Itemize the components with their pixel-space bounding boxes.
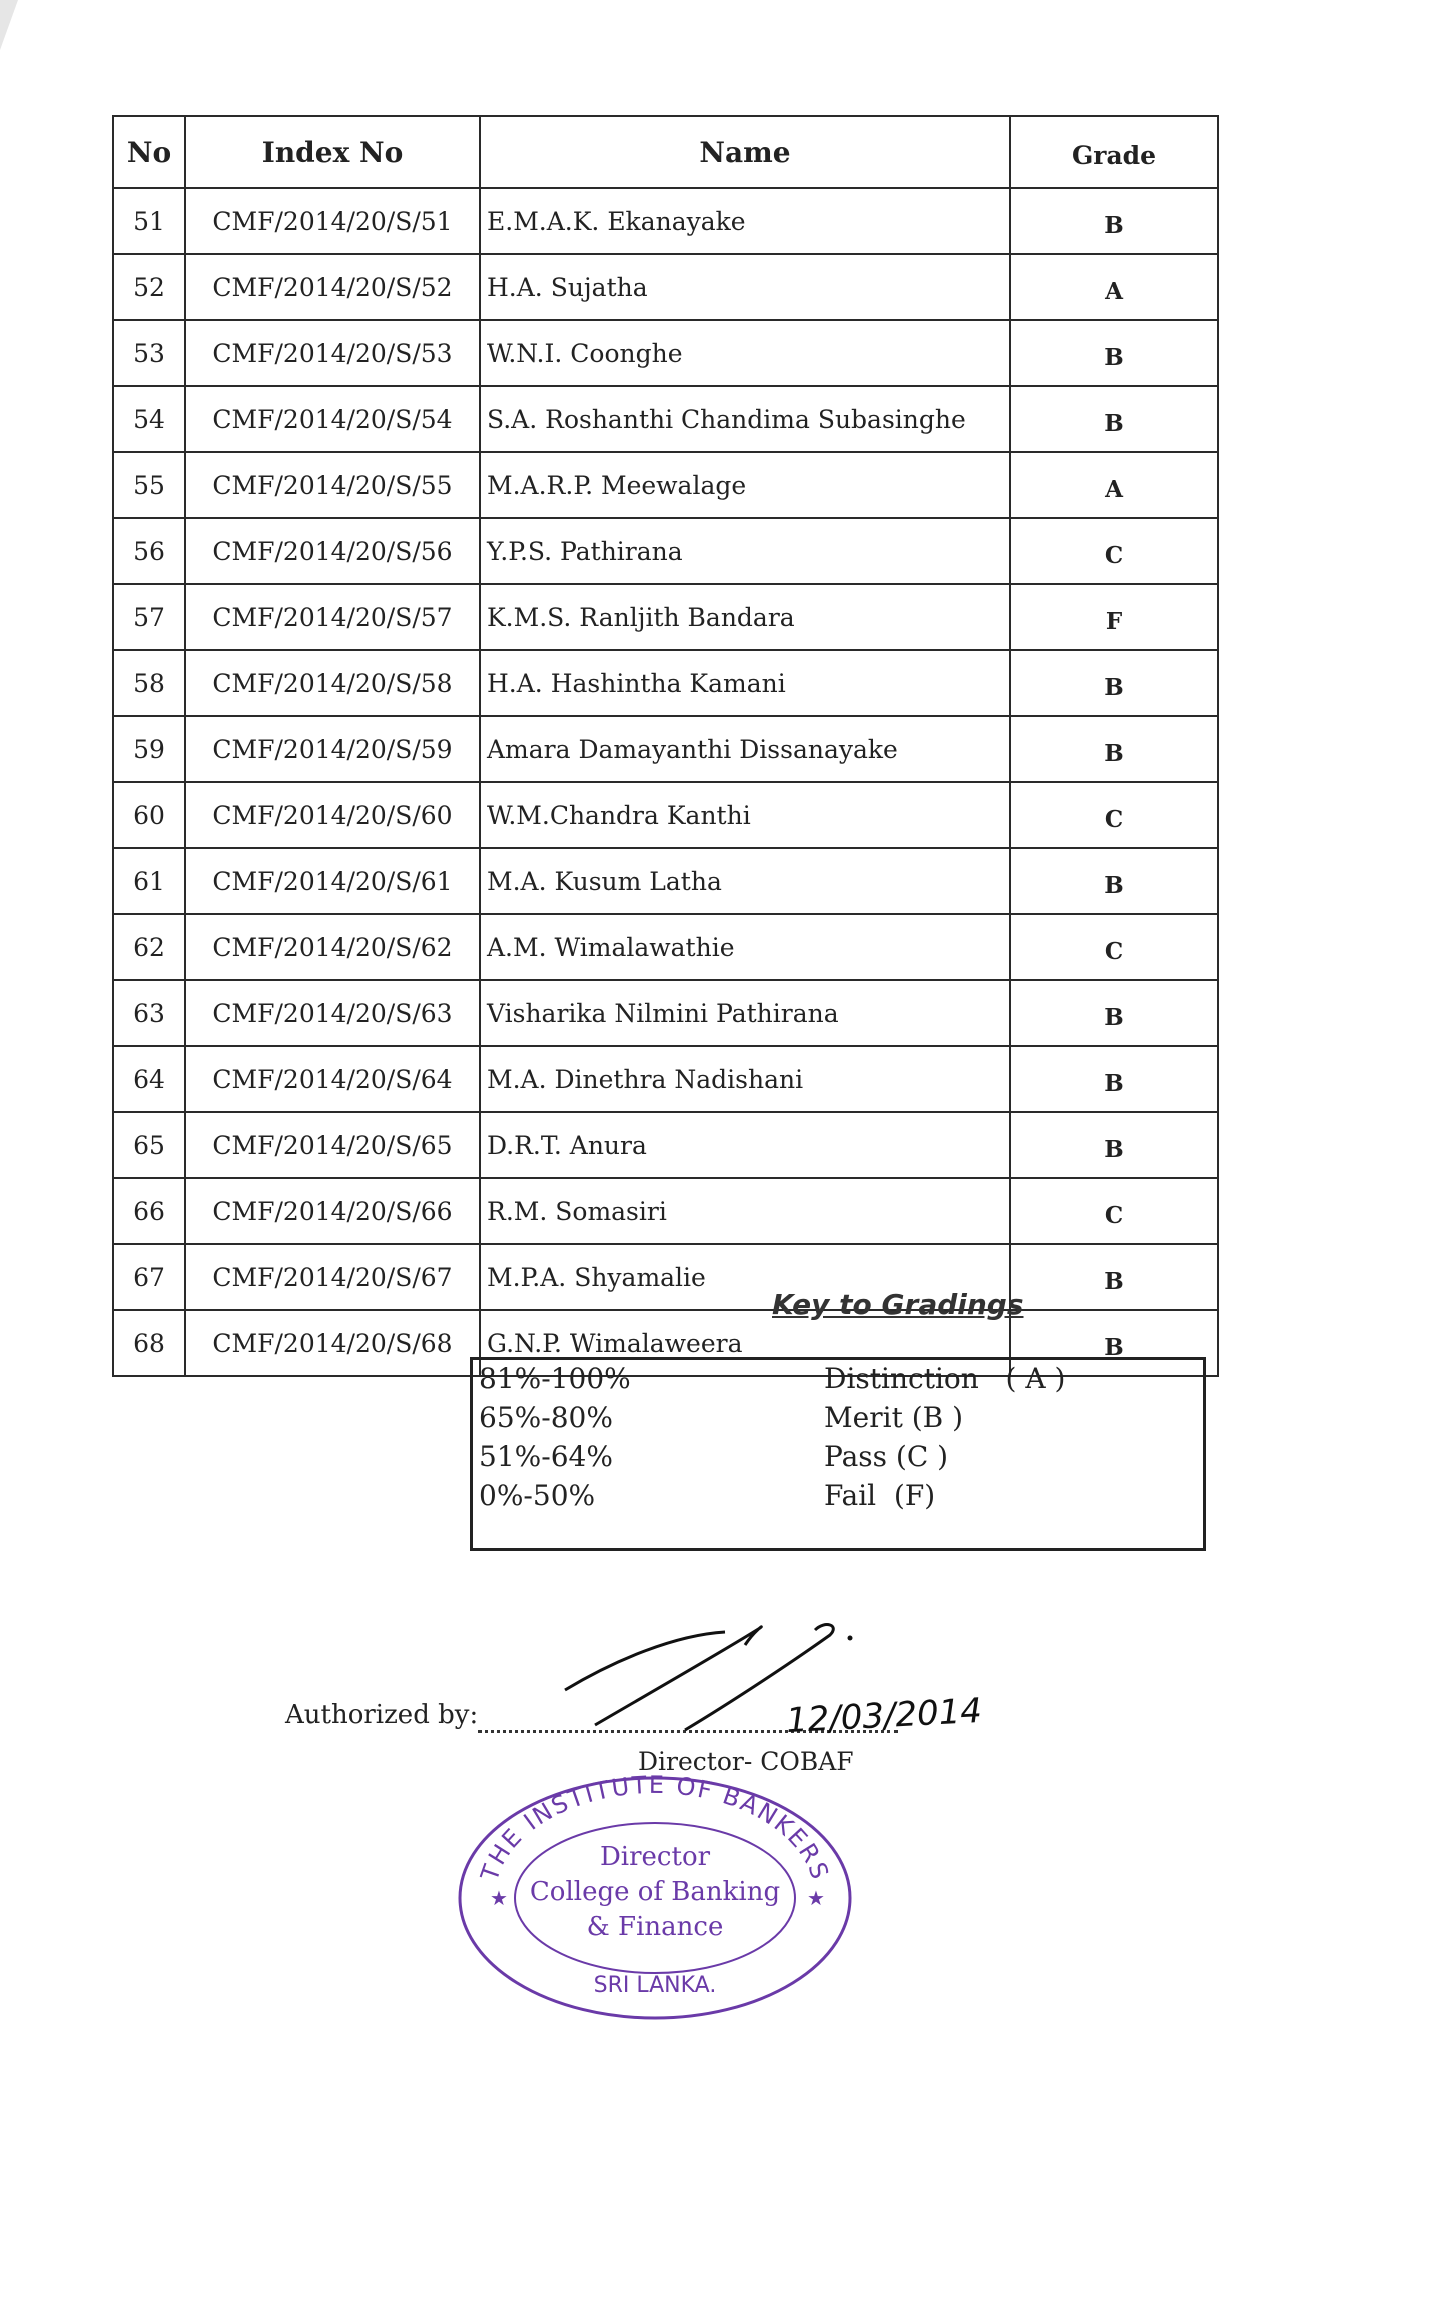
cell-grade: B bbox=[1010, 1112, 1218, 1178]
header-grade: Grade bbox=[1010, 116, 1218, 188]
stamp-line-2: College of Banking bbox=[529, 1877, 781, 1907]
table-row bbox=[113, 914, 1218, 980]
key-label: Pass (C ) bbox=[824, 1440, 949, 1473]
cell-name: S.A. Roshanthi Chandima Subasinghe bbox=[480, 386, 1010, 452]
cell-grade: A bbox=[1010, 452, 1218, 518]
cell-index-no: CMF/2014/20/S/65 bbox=[185, 1112, 480, 1178]
key-row bbox=[479, 1401, 1199, 1439]
cell-grade: A bbox=[1010, 254, 1218, 320]
cell-grade: B bbox=[1010, 980, 1218, 1046]
table-row bbox=[113, 716, 1218, 782]
cell-name: E.M.A.K. Ekanayake bbox=[480, 188, 1010, 254]
cell-grade: C bbox=[1010, 782, 1218, 848]
cell-grade: B bbox=[1010, 650, 1218, 716]
cell-index-no: CMF/2014/20/S/66 bbox=[185, 1178, 480, 1244]
cell-index-no: CMF/2014/20/S/52 bbox=[185, 254, 480, 320]
cell-no: 57 bbox=[113, 584, 185, 650]
cell-name: M.P.A. Shyamalie bbox=[480, 1244, 1010, 1310]
cell-grade: B bbox=[1010, 1244, 1218, 1310]
stamp-star-left-icon: ★ bbox=[490, 1886, 508, 1910]
key-label: Distinction ( A ) bbox=[824, 1362, 1066, 1395]
cell-no: 54 bbox=[113, 386, 185, 452]
table-row bbox=[113, 650, 1218, 716]
stamp-line-3: & Finance bbox=[586, 1912, 724, 1942]
cell-grade: B bbox=[1010, 716, 1218, 782]
cell-no: 66 bbox=[113, 1178, 185, 1244]
cell-index-no: CMF/2014/20/S/63 bbox=[185, 980, 480, 1046]
cell-name: W.M.Chandra Kanthi bbox=[480, 782, 1010, 848]
cell-no: 63 bbox=[113, 980, 185, 1046]
cell-index-no: CMF/2014/20/S/53 bbox=[185, 320, 480, 386]
cell-name: Amara Damayanthi Dissanayake bbox=[480, 716, 1010, 782]
cell-grade: B bbox=[1010, 1310, 1218, 1376]
cell-index-no: CMF/2014/20/S/68 bbox=[185, 1310, 480, 1376]
cell-grade: B bbox=[1010, 1046, 1218, 1112]
cell-no: 64 bbox=[113, 1046, 185, 1112]
cell-name: G.N.P. Wimalaweera bbox=[480, 1310, 1010, 1376]
cell-grade: B bbox=[1010, 320, 1218, 386]
table-row bbox=[113, 188, 1218, 254]
key-row bbox=[479, 1479, 1199, 1517]
cell-index-no: CMF/2014/20/S/57 bbox=[185, 584, 480, 650]
table-header-row bbox=[113, 116, 1218, 188]
table-row bbox=[113, 1178, 1218, 1244]
table-row bbox=[113, 386, 1218, 452]
cell-name: Y.P.S. Pathirana bbox=[480, 518, 1010, 584]
cell-index-no: CMF/2014/20/S/64 bbox=[185, 1046, 480, 1112]
cell-no: 51 bbox=[113, 188, 185, 254]
table-row bbox=[113, 584, 1218, 650]
cell-no: 61 bbox=[113, 848, 185, 914]
cell-grade: C bbox=[1010, 914, 1218, 980]
cell-index-no: CMF/2014/20/S/67 bbox=[185, 1244, 480, 1310]
stamp-text-top: THE INSTITUTE OF BANKERS bbox=[475, 1770, 835, 1885]
cell-name: Visharika Nilmini Pathirana bbox=[480, 980, 1010, 1046]
cell-index-no: CMF/2014/20/S/58 bbox=[185, 650, 480, 716]
table-row bbox=[113, 254, 1218, 320]
cell-no: 58 bbox=[113, 650, 185, 716]
cell-index-no: CMF/2014/20/S/62 bbox=[185, 914, 480, 980]
cell-no: 65 bbox=[113, 1112, 185, 1178]
key-title: Key to Gradings bbox=[772, 1288, 1024, 1321]
cell-no: 59 bbox=[113, 716, 185, 782]
results-table bbox=[112, 115, 1219, 1377]
cell-no: 53 bbox=[113, 320, 185, 386]
key-row bbox=[479, 1362, 1199, 1400]
table-row bbox=[113, 980, 1218, 1046]
authorized-by-label: Authorized by: bbox=[285, 1700, 479, 1730]
cell-name: H.A. Sujatha bbox=[480, 254, 1010, 320]
cell-index-no: CMF/2014/20/S/61 bbox=[185, 848, 480, 914]
key-row bbox=[479, 1440, 1199, 1478]
key-label: Fail (F) bbox=[824, 1479, 936, 1512]
table-row bbox=[113, 782, 1218, 848]
stamp-text-bottom: SRI LANKA. bbox=[593, 1973, 717, 1998]
cell-name: M.A. Dinethra Nadishani bbox=[480, 1046, 1010, 1112]
table-row bbox=[113, 1112, 1218, 1178]
stamp-line-1: Director bbox=[599, 1842, 711, 1872]
cell-grade: C bbox=[1010, 518, 1218, 584]
cell-index-no: CMF/2014/20/S/59 bbox=[185, 716, 480, 782]
cell-no: 56 bbox=[113, 518, 185, 584]
cell-name: A.M. Wimalawathie bbox=[480, 914, 1010, 980]
cell-no: 67 bbox=[113, 1244, 185, 1310]
table-row bbox=[113, 452, 1218, 518]
cell-name: H.A. Hashintha Kamani bbox=[480, 650, 1010, 716]
cell-no: 68 bbox=[113, 1310, 185, 1376]
cell-no: 62 bbox=[113, 914, 185, 980]
cell-name: M.A. Kusum Latha bbox=[480, 848, 1010, 914]
key-box bbox=[470, 1357, 1206, 1551]
key-label: Merit (B ) bbox=[824, 1401, 964, 1434]
cell-grade: F bbox=[1010, 584, 1218, 650]
key-range: 51%-64% bbox=[479, 1440, 613, 1473]
cell-index-no: CMF/2014/20/S/55 bbox=[185, 452, 480, 518]
signature-date: 12/03/2014 bbox=[785, 1690, 983, 1742]
scan-edge-mark bbox=[0, 0, 30, 60]
cell-index-no: CMF/2014/20/S/60 bbox=[185, 782, 480, 848]
table-row bbox=[113, 848, 1218, 914]
institute-stamp bbox=[455, 1760, 855, 2020]
cell-no: 55 bbox=[113, 452, 185, 518]
table-row bbox=[113, 1046, 1218, 1112]
cell-name: D.R.T. Anura bbox=[480, 1112, 1010, 1178]
header-index-no: Index No bbox=[185, 116, 480, 188]
table-row bbox=[113, 518, 1218, 584]
cell-name: K.M.S. Ranljith Bandara bbox=[480, 584, 1010, 650]
cell-no: 60 bbox=[113, 782, 185, 848]
cell-grade: B bbox=[1010, 848, 1218, 914]
cell-grade: C bbox=[1010, 1178, 1218, 1244]
header-name: Name bbox=[480, 116, 1010, 188]
cell-index-no: CMF/2014/20/S/54 bbox=[185, 386, 480, 452]
key-range: 65%-80% bbox=[479, 1401, 613, 1434]
cell-grade: B bbox=[1010, 188, 1218, 254]
cell-index-no: CMF/2014/20/S/51 bbox=[185, 188, 480, 254]
table-row bbox=[113, 1244, 1218, 1310]
key-range: 81%-100% bbox=[479, 1362, 631, 1395]
stamp-star-right-icon: ★ bbox=[807, 1886, 825, 1910]
cell-name: R.M. Somasiri bbox=[480, 1178, 1010, 1244]
cell-no: 52 bbox=[113, 254, 185, 320]
cell-name: W.N.I. Coonghe bbox=[480, 320, 1010, 386]
cell-grade: B bbox=[1010, 386, 1218, 452]
header-no: No bbox=[113, 116, 185, 188]
director-title: Director- COBAF bbox=[638, 1747, 854, 1776]
cell-index-no: CMF/2014/20/S/56 bbox=[185, 518, 480, 584]
table-row bbox=[113, 320, 1218, 386]
key-range: 0%-50% bbox=[479, 1479, 596, 1512]
cell-name: M.A.R.P. Meewalage bbox=[480, 452, 1010, 518]
